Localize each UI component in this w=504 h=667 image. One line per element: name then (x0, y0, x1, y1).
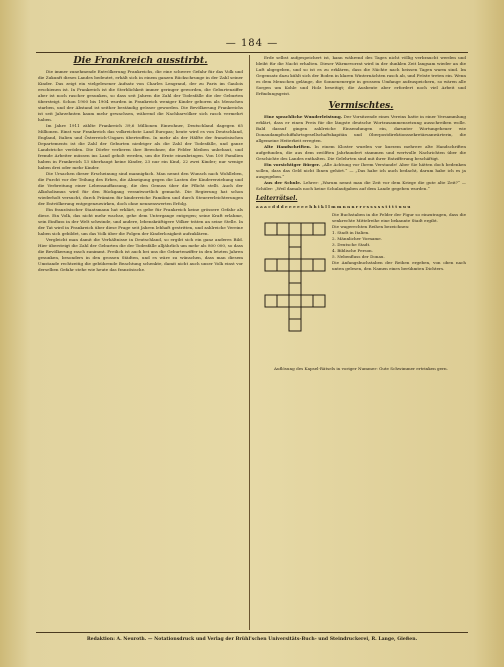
news-item-title: Ein vorsichtiger Bürger. (264, 162, 321, 167)
section-title: Vermischtes. (328, 101, 394, 111)
news-item-title: Alte Handschriften. (264, 144, 312, 149)
puzzle-line: Die Anfangsbuchstaben der Reihen ergeben, von oben nach unten gelesen, den Namen eines berühmten Dichters. (332, 260, 466, 271)
article-paragraph: Die Ursachen dieser Erscheinung sind mannigfach. Man nennt den Wunsch nach Wohlleben, die Furcht vor der Teilung des Erbes, die Abneigung gegen die Lasten der Kindererziehung und die Verbreitung einer Lebensauffassung, die den Genuss über die Pflicht stellt. Auch der Alkoholismus wird für den Rückgang verantwortlich gemacht. Die Regierung hat schon wiederholt versucht, durch Prämien für kinderreiche Familien und durch Steuererleichterungen der Entvölkerung entgegenzuwirken, doch ohne nennenswerten Erfolg. (38, 171, 243, 206)
news-item-text: In einem Kloster wurden vor kurzem mehrere alte Handschriften aufgefunden, die aus dem zwölften Jahrhundert stammen und wertvolle Nachrichten über die Geschichte des Landes enthalten. Die Gelehrten sind mit ihrer Entzifferung beschäftigt. (256, 144, 466, 161)
article-paragraph: Die immer zunehmende Entvölkerung Frankreichs, die eine schwere Gefahr für das Volk und die Zukunft dieses Landes bedeutet, erhält sich in einem ganzen Rückschrunge in der Zahl seiner Kinder. Das zeigt ein vielgelesener Aufsatz von Charles Lengrand, der zu Paris im Gaulois erschienen ist. In Frankreich ist die Sterblichkeit immer geringer geworden, die Geburtenziffer aber ist noch rascher gesunken, so dass seit Jahren die Zahl der Todesfälle die der Geburten übersteigt. Schon 1900 bis 1904 wurden in Frankreich weniger Kinder geboren als Menschen starben, und der Abstand ist seither beständig grösser geworden. Die Bevölkerung Frankreichs ist seit Jahrzehnten kaum mehr gewachsen, während die Nachbarvölker sich rasch vermehrt haben. (38, 69, 243, 122)
article-paragraph: Ein französischer Staatsmann hat erklärt, es gebe für Frankreich keine grössere Gefahr als diese. Ein Volk, das nicht mehr wachse, gehe dem Untergange entgegen; seine Kraft erlahme, sein Einfluss in der Welt schwinde, und andere, lebenskräftigere Völker träten an seine Stelle. In der Tat wird in Frankreich über diese Frage seit Jahren lebhaft gestritten, und zahlreiche Vereine haben sich gebildet, um das Volk über die Folgen der Kinderlosigkeit aufzuklären. (38, 207, 243, 236)
puzzle-description (332, 212, 466, 272)
news-item-text: Der Vorsitzende eines Vereins hatte in einer Versammlung erklärt, dass er einen Preis für die längste deutsche Wortzusammensetzung ausschreiben wolle. Bald darauf gingen zahlreiche Einsendungen ein, darunter Wortungeheuer wie Donaudampfschiffahrtsgesellschaftskapitän und Oberpostdirektionssekretärsanwärterin, die allgemeine Heiterkeit erregten. (256, 114, 466, 143)
bottom-rule (36, 632, 468, 633)
puzzle-line: 2. Männlicher Vorname. (332, 236, 383, 241)
article-headline: Die Frankreich ausstirbt. (73, 55, 208, 66)
puzzle-line: Die wagerechten Reihen bezeichnen: (332, 224, 410, 229)
news-item (256, 114, 466, 144)
intro-paragraph: Erde selbst aufgespeichert ist, kann während des Tages nicht völlig verbraucht werden und bleibt für die Nacht erhalten. Dieser Wärmevorrat wird in der dunklen Zeit langsam wieder an die Luft abgegeben, und so ist es zu erklären, dass die Nächte nach heissen Tagen warm sind. Im Gegensatz dazu kühlt sich der Boden in klaren Winternächten rasch ab, und Fröste treten ein. Wenn es dem Menschen gelänge, die Sonnenenergie in grossem Umfange aufzuspeichern, so wären alle Sorgen um Kohle und Holz beseitigt; die Ausbeute aber erfordert noch viel Arbeit und Erfindungsgeist. (256, 55, 466, 96)
news-item (256, 180, 466, 192)
right-column (256, 55, 466, 631)
news-item-title: Eine sprachliche Wunderleistung. (264, 114, 343, 119)
imprint-footer: Redaktion: A. Neuroth. — Notationsdruck und Verlag der Brühl'schen Universitäts-Buch- und Steindruckerei, R. Lange, Gießen. (86, 637, 418, 642)
news-item (256, 162, 466, 180)
puzzle-title: Leiterrätsel. (256, 195, 298, 202)
article-paragraph: Vergleicht man damit die Verhältnisse in Deutschland, so ergibt sich ein ganz anderes Bild. Hier übersteigt die Zahl der Geburten die der Todesfälle alljährlich um mehr als 800 000, so dass die Bevölkerung rasch zunimmt. Freilich ist auch bei uns die Geburtenziffer in den letzten Jahren gesunken, besonders in den grossen Städten, und es wäre zu wünschen, dass man diesem Umstande rechtzeitig die gebührende Beachtung schenkte, damit nicht auch unser Volk einst vor derselben Gefahr stehe wie heute das französische. (38, 237, 243, 272)
puzzle-line: 3. Deutsche Stadt. (332, 242, 371, 247)
puzzle-letters: a a a c d d d e e e e e e h h i k l l m m n n n r r r s s s s s t t t t u u u (256, 204, 411, 209)
previous-answer: Auflösung des Kapsel-Rätsels in voriger Nummer: Gute Schwimmer ertrinken gern. (274, 366, 448, 371)
top-rule (36, 52, 468, 53)
news-item (256, 144, 466, 162)
puzzle-line: 4. Biblische Person. (332, 248, 373, 253)
page-number: — 184 — (225, 38, 279, 49)
puzzle-line: 5. Nebenfluss der Donau. (332, 254, 385, 259)
article-paragraph: Im Jahre 1911 zählte Frankreich 39,6 Millionen Einwohner, Deutschland dagegen 65 Millionen. Einst war Frankreich das volkreichste Land Europas; heute wird es von Deutschland, England, Italien und Österreich-Ungarn übertroffen. In mehr als der Hälfte der französischen Departements ist die Zahl der Geburten niedriger als die Zahl der Todesfälle, und ganze Landstriche veröden. Die Dörfer verlieren ihre Bewohner, die Felder bleiben unbebaut, und fremde Arbeiter müssen ins Land geholt werden, um die Ernte einzubringen. Von 100 Familien haben in Frankreich 13 überhaupt keine Kinder, 23 nur ein Kind, 22 zwei Kinder; nur wenige haben drei oder mehr Kinder. (38, 123, 243, 170)
puzzle-line: 1. Stadt in Italien. (332, 230, 370, 235)
news-item-title: Aus der Schule. (264, 180, 302, 185)
news-item-text: Lehrer: „Warum nennt man die Zeit vor dem Kriege die gute alte Zeit?“ — Schüler: „Weil damals noch keine Schulaufgaben auf dem Lande gegeben wurden.“ (256, 180, 466, 191)
news-item-text: „Alle Achtung vor Ihrem Verstande! Aber Sie hätten doch bedenken sollen, dass das Geld nicht Ihnen gehört.“ — „Das habe ich auch bedacht, darum habe ich es ja ausgegeben.“ (256, 162, 466, 179)
puzzle-area (256, 212, 466, 362)
left-column (38, 55, 243, 631)
column-divider (249, 55, 250, 630)
puzzle-line: Die Buchstaben in die Felder der Figur so einzutragen, dass die senkrechte Mittelreihe eine bekannte Stadt ergibt. (332, 212, 466, 223)
puzzle-grid (264, 222, 326, 342)
